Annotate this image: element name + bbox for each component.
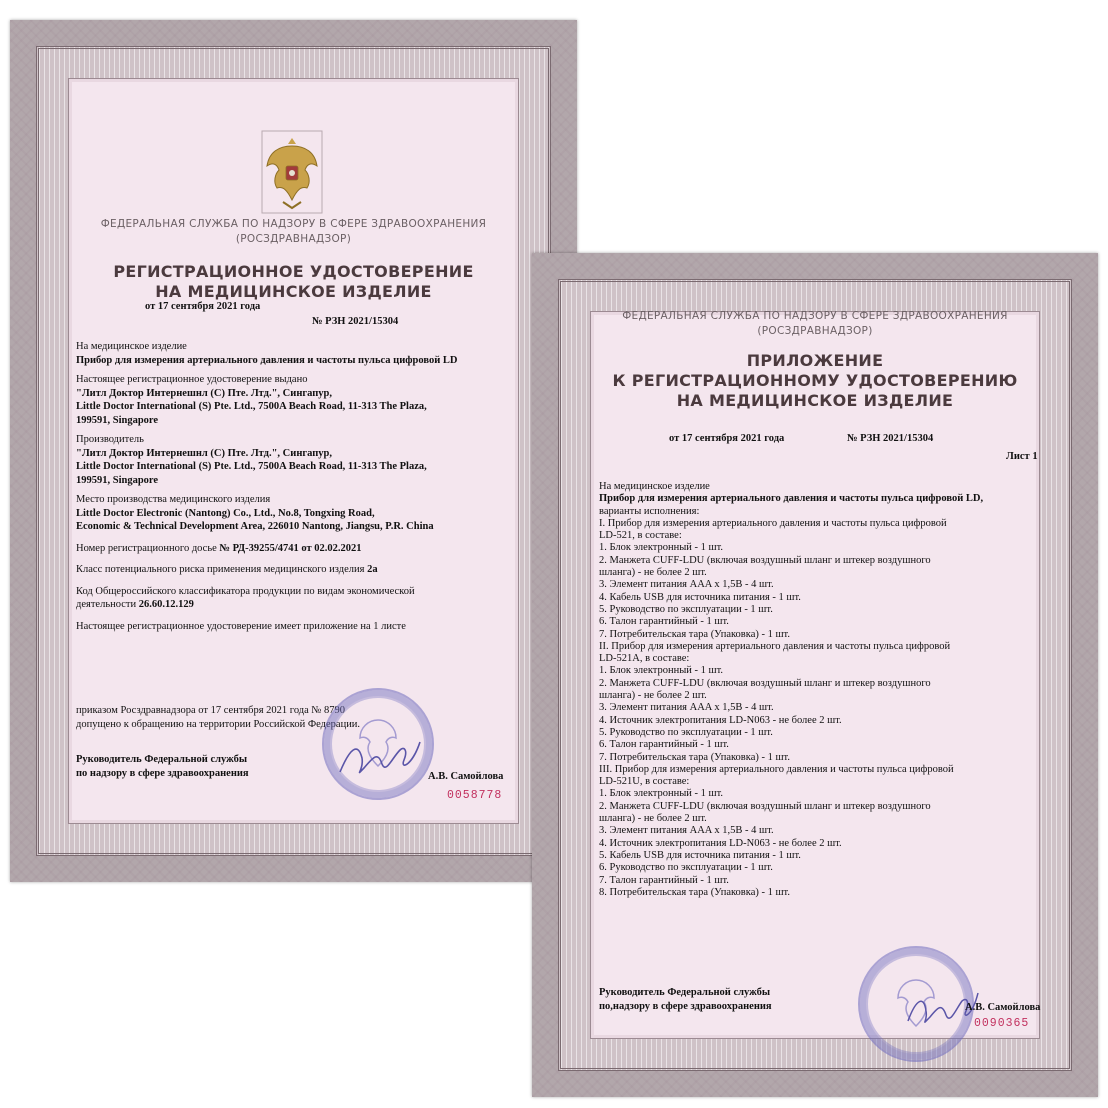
list-item: 3. Элемент питания AAA x 1,5В - 4 шт. [599, 825, 774, 837]
appendix-note: Настоящее регистрационное удостоверение имеет приложение на 1 листе [76, 620, 406, 632]
risk-class: Класс потенциального риска применения медицинского изделия 2а [76, 564, 378, 575]
list-item: 1. Блок электронный - 1 шт. [599, 665, 724, 677]
device-name: Прибор для измерения артериального давления и частоты пульса цифровой LD [76, 354, 458, 366]
appendix-date: от 17 сентября 2021 года [669, 433, 785, 444]
list-item: 7. Талон гарантийный - 1 шт. [599, 874, 729, 886]
list-item: I. Прибор для измерения артериального давления и частоты пульса цифровой [599, 517, 947, 529]
head-title: Руководитель Федеральной службы по надзору в сфере здравоохранения [76, 754, 249, 779]
list-item: II. Прибор для измерения артериального давления и частоты пульса цифровой [599, 640, 951, 652]
certificate-number: № РЗН 2021/15304 [312, 316, 399, 327]
list-item: 5. Руководство по эксплуатации - 1 шт. [599, 603, 773, 615]
appendix-body [599, 481, 1039, 899]
list-item: варианты исполнения: [599, 505, 700, 517]
manufacturer-label: Производитель [76, 434, 144, 445]
list-item: 1. Блок электронный - 1 шт. [599, 542, 724, 554]
appendix-sheet [532, 253, 1098, 1097]
list-item: 6. Талон гарантийный - 1 шт. [599, 616, 729, 628]
list-item: 5. Кабель USB для источника питания - 1 шт. [599, 849, 801, 861]
list-item: шланга) - не более 2 шт. [599, 567, 707, 579]
sheet-number: Лист 1 [1006, 451, 1038, 462]
order-text: приказом Росздравнадзора от 17 сентября 2021 года № 8790 допущено к обращению на территории Российской Федерации. [76, 705, 361, 730]
okp-code: Код Общероссийского классификатора продукции по видам экономической [76, 585, 415, 597]
serial-number: 0090365 [974, 1017, 1030, 1030]
list-item: 3. Элемент питания AAA x 1,5В - 4 шт. [599, 702, 774, 714]
head-title: Руководитель Федеральной службы по,надзору в сфере здравоохранения [599, 987, 772, 1012]
list-item: 1. Блок электронный - 1 шт. [599, 788, 724, 800]
certificate-sheet [10, 20, 577, 882]
dossier-number: Номер регистрационного досье № РД-39255/4741 от 02.02.2021 [76, 542, 362, 554]
signer-name: А.В. Самойлова [965, 1002, 1041, 1013]
serial-number: 0058778 [447, 789, 503, 802]
list-item: 7. Потребительская тара (Упаковка) - 1 шт. [599, 628, 790, 640]
list-item: LD-521A, в составе: [599, 653, 690, 665]
list-item: LD-521U, в составе: [599, 776, 690, 788]
issued-label: Настоящее регистрационное удостоверение выдано [76, 374, 308, 385]
certificate-date: от 17 сентября 2021 года [145, 301, 261, 312]
signer-name: А.В. Самойлова [428, 771, 504, 782]
appendix-title: ПРИЛОЖЕНИЕ К РЕГИСТРАЦИОННОМУ УДОСТОВЕРЕНИЮ НА МЕДИЦИНСКОЕ ИЗДЕЛИЕ [612, 351, 1018, 410]
list-item: 5. Руководство по эксплуатации - 1 шт. [599, 726, 773, 738]
list-item: 6. Руководство по эксплуатации - 1 шт. [599, 862, 773, 874]
signature-icon [334, 728, 424, 788]
list-item: 8. Потребительская тара (Упаковка) - 1 шт. [599, 886, 790, 898]
list-item: III. Прибор для измерения артериального давления и частоты пульса цифровой [599, 763, 954, 775]
list-item: 3. Элемент питания AAA x 1,5В - 4 шт. [599, 579, 774, 591]
agency-name: ФЕДЕРАЛЬНАЯ СЛУЖБА ПО НАДЗОРУ В СФЕРЕ ЗДРАВООХРАНЕНИЯ (РОСЗДРАВНАДЗОР) [100, 218, 487, 245]
list-item: шланга) - не более 2 шт. [599, 690, 707, 702]
coat-of-arms-icon [261, 130, 323, 214]
certificate-body: На медицинское изделие Прибор для измерения артериального давления и частоты пульса цифровой LD Настоящее регистрационное удостоверение выдано "Литл Доктор Интернешнл (С) Пте. Лтд.", Сингапур, Little Doctor International (S) Pte. Ltd., 7500A Beach Road, 11-313 The Plaza, 199591, Singapore Производитель "Литл Доктор Интернешнл (С) Пте. Лтд.", Сингапур, Little Doctor International (S) Pte. Ltd., 7500A Beach Road, 11-313 The Plaza, 199591, Singapore Место производства медицинского изделия Little Doctor Electronic (Nantong) Co., Ltd., No.8, Tongxing Road, Economic & Technical Development Area, 226010 Nantong, Jiangsu, P.R. China Номер регистрационного досье № РД-39255/4741 от 02.02.2021 Класс потенциального риска применения медицинского изделия 2а Код Общероссийского классификатора продукции по видам экономической деятельности 26.60.12.129 Настоящее регистрационное удостоверение имеет приложение на 1 листе [76, 340, 516, 633]
device-label: На медицинское изделие [76, 341, 187, 352]
list-item: 2. Манжета CUFF-LDU (включая воздушный шланг и штекер воздушного [599, 554, 931, 566]
list-item: 7. Потребительская тара (Упаковка) - 1 шт. [599, 751, 790, 763]
list-item: 2. Манжета CUFF-LDU (включая воздушный шланг и штекер воздушного [599, 800, 931, 812]
agency-name: ФЕДЕРАЛЬНАЯ СЛУЖБА ПО НАДЗОРУ В СФЕРЕ ЗДРАВООХРАНЕНИЯ (РОСЗДРАВНАДЗОР) [622, 310, 1008, 337]
list-item: 4. Кабель USB для источника питания - 1 шт. [599, 591, 801, 603]
device-label: На медицинское изделие [599, 481, 710, 492]
list-item: шланга) - не более 2 шт. [599, 813, 707, 825]
list-item: 4. Источник электропитания LD-N063 - не более 2 шт. [599, 714, 842, 726]
list-item: 4. Источник электропитания LD-N063 - не более 2 шт. [599, 837, 842, 849]
list-item: LD-521, в составе: [599, 530, 682, 542]
list-item: 2. Манжета CUFF-LDU (включая воздушный шланг и штекер воздушного [599, 677, 931, 689]
list-item: 6. Талон гарантийный - 1 шт. [599, 739, 729, 751]
certificate-title: РЕГИСТРАЦИОННОЕ УДОСТОВЕРЕНИЕ НА МЕДИЦИНСКОЕ ИЗДЕЛИЕ [113, 262, 474, 301]
device-name: Прибор для измерения артериального давления и частоты пульса цифровой LD, [599, 493, 984, 505]
production-place-label: Место производства медицинского изделия [76, 494, 271, 505]
appendix-number: № РЗН 2021/15304 [847, 433, 934, 444]
